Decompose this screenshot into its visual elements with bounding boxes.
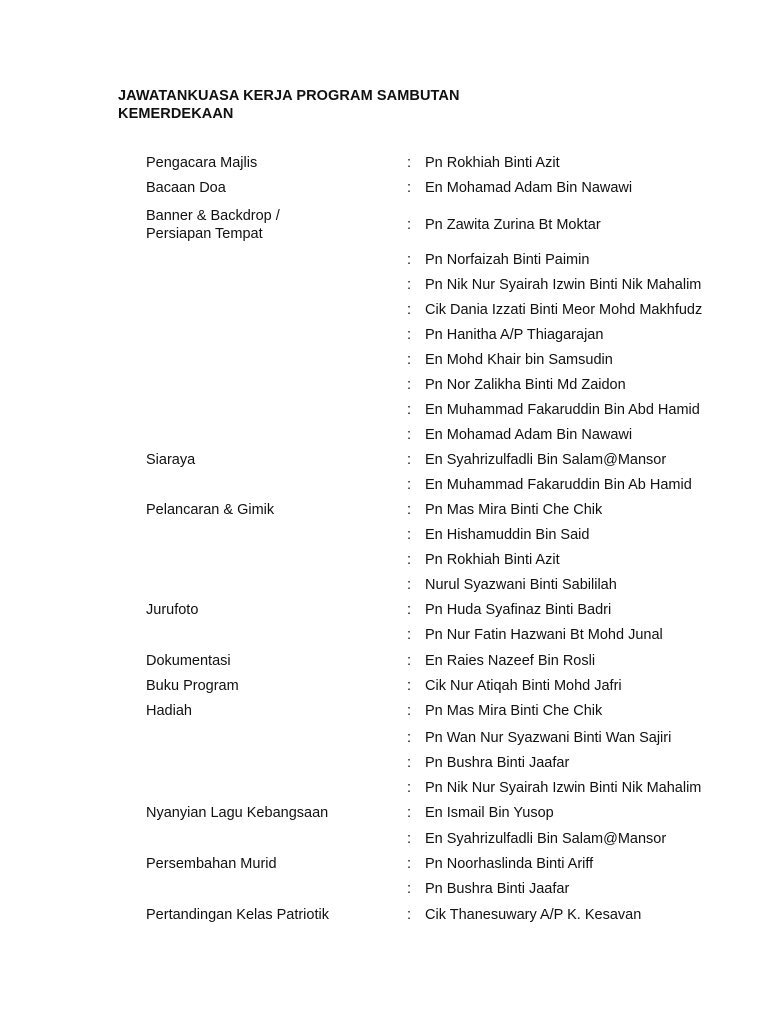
colon-separator: : [407,907,412,923]
colon-separator: : [407,427,412,443]
colon-separator: : [407,527,412,543]
role-label-pengacara-majlis [146,154,386,172]
role-label-jurufoto [146,601,386,619]
member-name: Pn Wan Nur Syazwani Binti Wan Sajiri [425,730,672,746]
role-label-banner-backdrop [146,207,386,243]
member-name: En Syahrizulfadli Bin Salam@Mansor [425,452,667,468]
member-name: En Mohd Khair bin Samsudin [425,352,613,368]
colon-separator: : [407,653,412,669]
member-name: Pn Huda Syafinaz Binti Badri [425,602,612,618]
colon-separator: : [407,327,412,343]
role-label-pelancaran-gimik [146,501,386,519]
member-name: Pn Noorhaslinda Binti Ariff [425,856,594,872]
role-line: Dokumentasi [146,653,231,669]
member-name: Pn Rokhiah Binti Azit [425,155,560,171]
colon-separator: : [407,678,412,694]
member-name: En Mohamad Adam Bin Nawawi [425,180,633,196]
role-line: Persembahan Murid [146,856,277,872]
colon-separator: : [407,602,412,618]
role-line: Persiapan Tempat [146,226,263,242]
colon-separator: : [407,352,412,368]
colon-separator: : [407,627,412,643]
role-label-buku-program [146,677,386,695]
colon-separator: : [407,155,412,171]
colon-separator: : [407,377,412,393]
member-name: Pn Nur Fatin Hazwani Bt Mohd Junal [425,627,663,643]
title-line: JAWATANKUASA KERJA PROGRAM SAMBUTAN [118,88,460,104]
member-name: En Muhammad Fakaruddin Bin Ab Hamid [425,477,692,493]
member-name: Cik Dania Izzati Binti Meor Mohd Makhfudz [425,302,703,318]
colon-separator: : [407,856,412,872]
member-name: Pn Rokhiah Binti Azit [425,552,560,568]
member-name: En Hishamuddin Bin Said [425,527,590,543]
colon-separator: : [407,755,412,771]
colon-separator: : [407,402,412,418]
role-line: Bacaan Doa [146,180,226,196]
colon-separator: : [407,252,412,268]
colon-separator: : [407,780,412,796]
role-label-siaraya [146,451,386,469]
role-line: Pelancaran & Gimik [146,502,275,518]
role-line: Jurufoto [146,602,199,618]
member-name: Pn Hanitha A/P Thiagarajan [425,327,604,343]
member-name: En Raies Nazeef Bin Rosli [425,653,596,669]
member-name: Pn Bushra Binti Jaafar [425,755,570,771]
member-name: Cik Nur Atiqah Binti Mohd Jafri [425,678,622,694]
member-name: Pn Norfaizah Binti Paimin [425,252,590,268]
colon-separator: : [407,302,412,318]
member-name: Cik Thanesuwary A/P K. Kesavan [425,907,642,923]
role-label-hadiah [146,702,386,720]
role-line: Banner & Backdrop / [146,208,280,224]
role-label-dokumentasi [146,652,386,670]
member-name: Pn Mas Mira Binti Che Chik [425,703,603,719]
role-line: Pengacara Majlis [146,155,258,171]
member-name: Pn Bushra Binti Jaafar [425,881,570,897]
colon-separator: : [407,881,412,897]
colon-separator: : [407,452,412,468]
member-name: Pn Nik Nur Syairah Izwin Binti Nik Mahalim [425,780,702,796]
role-label-nyanyian-lagu-kebangsaan [146,804,386,822]
colon-separator: : [407,477,412,493]
member-name: En Muhammad Fakaruddin Bin Abd Hamid [425,402,700,418]
member-name: Pn Mas Mira Binti Che Chik [425,502,603,518]
role-line: Hadiah [146,703,192,719]
colon-separator: : [407,180,412,196]
role-label-persembahan-murid [146,855,386,873]
role-line: Buku Program [146,678,239,694]
role-label-bacaan-doa [146,179,386,197]
colon-separator: : [407,502,412,518]
role-label-pertandingan-kelas-patriotik [146,906,386,924]
member-name: En Syahrizulfadli Bin Salam@Mansor [425,831,667,847]
colon-separator: : [407,805,412,821]
role-line: Pertandingan Kelas Patriotik [146,907,329,923]
member-name: En Mohamad Adam Bin Nawawi [425,427,633,443]
colon-separator: : [407,217,412,233]
colon-separator: : [407,703,412,719]
member-name: Pn Nor Zalikha Binti Md Zaidon [425,377,626,393]
member-name: Pn Nik Nur Syairah Izwin Binti Nik Mahalim [425,277,702,293]
colon-separator: : [407,577,412,593]
colon-separator: : [407,730,412,746]
member-name: Nurul Syazwani Binti Sabililah [425,577,617,593]
colon-separator: : [407,277,412,293]
member-name: En Ismail Bin Yusop [425,805,554,821]
role-line: Nyanyian Lagu Kebangsaan [146,805,329,821]
title-line: KEMERDEKAAN [118,106,234,122]
document-title [118,87,460,123]
member-name: Pn Zawita Zurina Bt Moktar [425,217,601,233]
role-line: Siaraya [146,452,196,468]
colon-separator: : [407,552,412,568]
colon-separator: : [407,831,412,847]
